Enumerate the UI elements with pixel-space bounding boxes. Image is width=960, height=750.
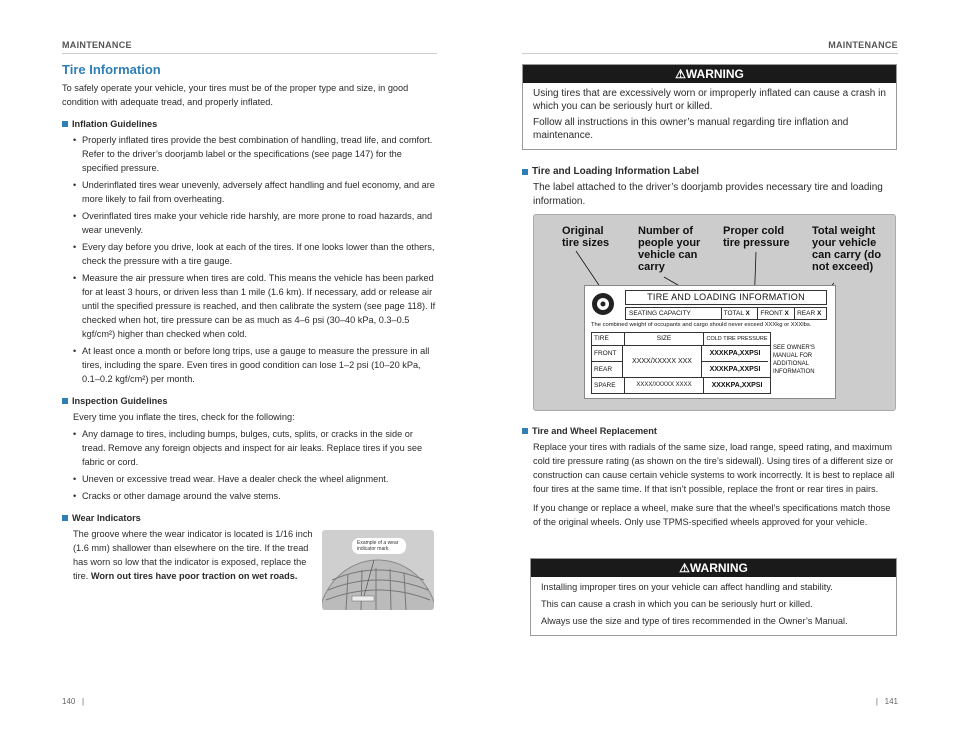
warning-box-2 — [530, 558, 897, 636]
seating-row: SEATING CAPACITY TOTAL X FRONT X REAR X — [625, 307, 827, 320]
list-item: • Underinflated tires wear unevenly, adversely affect handling and fuel economy, and are more likely to fail from overheating. — [62, 178, 438, 206]
header-divider-left — [62, 53, 437, 54]
inflation-list — [62, 133, 438, 386]
page-number-left: 140 | — [62, 697, 85, 706]
label-text: The label attached to the driver’s doorjamb provides necessary tire and loading information. — [533, 182, 883, 207]
wear-text: The groove where the wear indicator is located is 1/16 inch (1.6 mm) shallower than elsewhere on the tire. If the tread has worn so low that the indicator is exposed, replace the tire. Worn out tires have poor traction on wet roads. — [73, 529, 313, 581]
list-item: • Measure the air pressure when tires are cold. This means the vehicle has been parked for at least 3 hours, or driven less than 1 mile (1.6 km). If necessary, add or release air until the specified pressure is reached, and then calibrate the system (see page 118). If checked when hot, tire pressure can be as much as 4–6 psi (30–40 kPa, 0.3–0.5 kgf/cm²) higher than checked when cold. — [62, 271, 438, 341]
left-column — [62, 63, 438, 583]
wear-heading: Wear Indicators — [62, 511, 438, 525]
callout-people: Number of people your vehicle can carry — [638, 225, 701, 273]
inspection-list — [62, 427, 438, 503]
header-divider-right — [522, 53, 898, 54]
list-item: • Any damage to tires, including bumps, bulges, cuts, splits, or cracks in the side or tread. Remove any foreign objects and inspect for air leaks. Replace tires if you see fabric or cord. — [62, 427, 438, 469]
tire-table: TIRE SIZE COLD TIRE PRESSURE FRONT REAR XXXX/XXXXX XXX XXXKPA,XXPSI XXXKPA,XXPSI SPARE XXXX/XXXXX XXXX XXXKPA,XXPSI — [591, 332, 771, 394]
warning-text: Installing improper tires on your vehicle can affect handling and stability. — [541, 582, 833, 592]
label-title: TIRE AND LOADING INFORMATION — [625, 290, 827, 305]
section-marker-icon — [62, 515, 68, 521]
warning-text: Always use the size and type of tires recommended in the Owner’s Manual. — [541, 616, 848, 626]
list-item: • Uneven or excessive tread wear. Have a dealer check the wheel alignment. — [62, 472, 438, 486]
list-item: • At least once a month or before long trips, use a gauge to measure the pressure in all tires, including the spare. Even tires in good condition can lose 1–2 psi (10–20 kPa, 0.1–0.2 kgf/cm²) per month. — [62, 344, 438, 386]
replacement-heading: Tire and Wheel Replacement — [522, 424, 898, 438]
callout-original-sizes: Original tire sizes — [562, 225, 610, 249]
section-marker-icon — [522, 428, 528, 434]
replacement-text-1: Replace your tires with radials of the same size, load range, speed rating, and maximum cold tire pressure rating (as shown on the tire’s sidewall). Using tires of a different size or construction can cause certain vehicle systems to work incorrectly. It is best to replace all four tires at the same time. If that isn’t possible, replace the front or rear tires in pairs. — [533, 442, 895, 494]
inflation-heading: Inflation Guidelines — [62, 117, 438, 131]
see-manual-text: SEE OWNER'S MANUAL FOR ADDITIONAL INFORMATION — [773, 345, 815, 375]
list-item: • Overinflated tires make your vehicle ride harshly, are more prone to road hazards, and wear unevenly. — [62, 209, 438, 237]
warning-triangle-icon: ⚠ — [679, 561, 690, 575]
section-marker-icon — [62, 121, 68, 127]
intro-text: To safely operate your vehicle, your tires must be of the proper type and size, in good condition with adequate tread, and properly inflated. — [62, 83, 409, 107]
tire-label-diagram — [533, 214, 896, 411]
warning-box-1 — [522, 64, 897, 150]
warning-text: Using tires that are excessively worn or improperly inflated can cause a crash in which you can be seriously hurt or killed. — [533, 88, 886, 112]
list-item: • Properly inflated tires provide the best combination of handling, tread life, and comfort. Refer to the driver’s doorjamb label or the specifications (see page 147) for the specified pressure. — [62, 133, 438, 175]
section-marker-icon — [62, 398, 68, 404]
wear-indicator-image — [322, 530, 434, 610]
callout-total-weight: Total weight your vehicle can carry (do not exceed) — [812, 225, 882, 273]
figure-caption: Example of a wear indicator mark — [352, 538, 406, 554]
section-header-right: MAINTENANCE — [828, 40, 898, 50]
callout-cold-pressure: Proper cold tire pressure — [723, 225, 790, 249]
tire-label-card — [584, 285, 836, 399]
warning-text: Follow all instructions in this owner’s manual regarding tire inflation and maintenance. — [533, 117, 849, 141]
page-number-right: | 141 — [875, 697, 898, 706]
list-item: • Cracks or other damage around the valve stems. — [62, 489, 438, 503]
warning-title: ⚠WARNING — [531, 559, 896, 577]
inspection-intro: Every time you inflate the tires, check for the following: — [73, 412, 295, 422]
warning-text: This can cause a crash in which you can be seriously hurt or killed. — [541, 599, 813, 609]
label-section — [522, 157, 898, 209]
inspection-heading: Inspection Guidelines — [62, 394, 438, 408]
size-main: XXXX/XXXXX XXX — [622, 346, 701, 377]
page-title: Tire Information — [62, 62, 161, 77]
warning-title: ⚠WARNING — [523, 65, 896, 83]
combined-weight-text: The combined weight of occupants and cargo should never exceed XXXkg or XXXlbs. — [591, 322, 812, 328]
section-header-left: MAINTENANCE — [62, 40, 132, 50]
replacement-text-2: If you change or replace a wheel, make sure that the wheel’s specifications match those of the original wheels. Only use TPMS-specified wheels approved for your vehicle. — [533, 503, 891, 527]
tire-wheel-icon — [591, 292, 615, 316]
replacement-section — [522, 416, 898, 529]
list-item: • Every day before you drive, look at each of the tires. If one looks lower than the others, check the pressure with a tire gauge. — [62, 240, 438, 268]
warning-triangle-icon: ⚠ — [675, 67, 686, 81]
section-marker-icon — [522, 169, 528, 175]
label-heading: Tire and Loading Information Label — [522, 165, 898, 179]
